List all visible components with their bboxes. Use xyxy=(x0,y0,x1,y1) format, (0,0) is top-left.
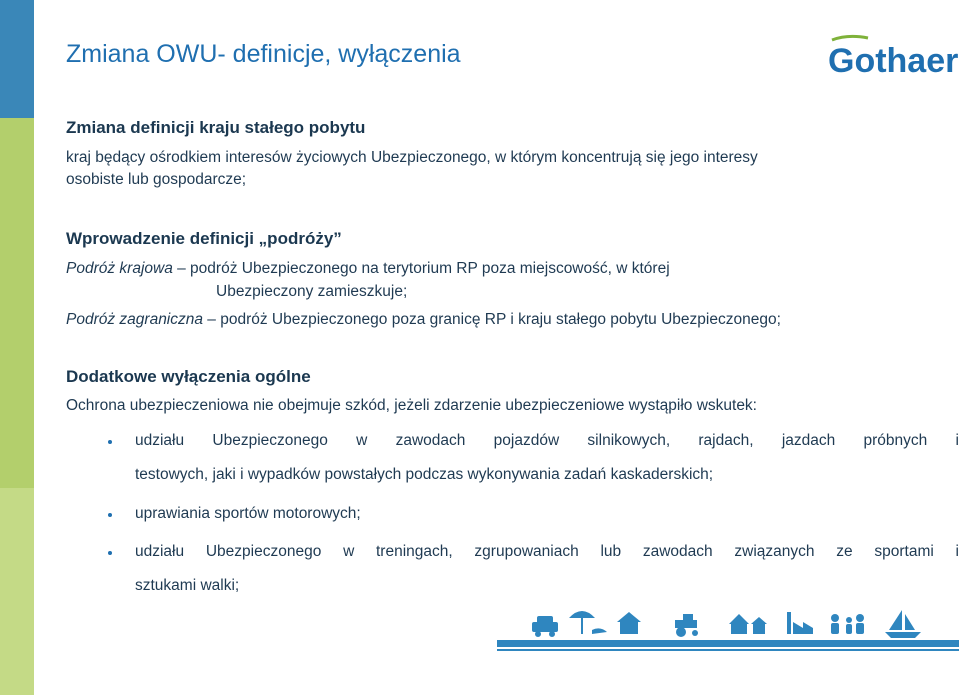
domestic-travel-definition xyxy=(66,260,670,278)
exclusion-1-line2: testowych, jaki i wypadków powstałych podczas wykonywania zadań kaskaderskich; xyxy=(135,466,714,483)
domestic-travel-term: Podróż krajowa xyxy=(66,260,173,277)
sidebar-top-blue xyxy=(0,0,34,118)
sidebar-bottom-green xyxy=(0,488,34,695)
section-heading-residence: Zmiana definicji kraju stałego pobytu xyxy=(66,118,366,137)
left-sidebar-band xyxy=(0,0,34,695)
section-heading-exclusions: Dodatkowe wyłączenia ogólne xyxy=(66,367,311,386)
exclusion-3-line1: udziału Ubezpieczonego w treningach, zgrupowaniach lub zawodach związanych ze sportami i xyxy=(135,543,959,560)
logo-text: Gothaer xyxy=(828,42,958,80)
exclusion-1-line1: udziału Ubezpieczonego w zawodach pojazdów silnikowych, rajdach, jazdach próbnych i xyxy=(135,432,959,449)
bullet-1-dot xyxy=(108,440,112,444)
foreign-travel-definition xyxy=(66,311,781,329)
domestic-travel-text: – podróż Ubezpieczonego na terytorium RP poza miejscowość, w której xyxy=(172,260,670,277)
gothaer-logo xyxy=(828,34,958,82)
page-title: Zmiana OWU- definicje, wyłączenia xyxy=(66,40,461,68)
bullet-2-dot xyxy=(108,513,112,517)
foreign-travel-text: – podróż Ubezpieczonego poza granicę RP i kraju stałego pobytu Ubezpieczonego; xyxy=(203,311,781,328)
sidebar-middle-green xyxy=(0,118,34,488)
domestic-travel-definition-cont: Ubezpieczony zamieszkuje; xyxy=(216,283,408,300)
foreign-travel-term: Podróż zagraniczna xyxy=(66,311,203,328)
residence-definition-line2: osobiste lub gospodarcze; xyxy=(66,171,247,188)
bullet-3-dot xyxy=(108,551,112,555)
strip-thin-line xyxy=(497,649,959,651)
exclusions-intro: Ochrona ubezpieczeniowa nie obejmuje szkód, jeżeli zdarzenie ubezpieczeniowe wystąpiło wskutek: xyxy=(66,397,757,414)
section-heading-travel: Wprowadzenie definicji „podróży” xyxy=(66,229,342,248)
exclusion-2: uprawiania sportów motorowych; xyxy=(135,505,361,522)
strip-base-line xyxy=(497,640,959,647)
exclusion-3-line2: sztukami walki; xyxy=(135,577,240,594)
residence-definition-line1: kraj będący ośrodkiem interesów życiowych Ubezpieczonego, w którym koncentrują się jego interesy xyxy=(66,149,758,166)
insurance-icons-strip xyxy=(497,590,959,660)
